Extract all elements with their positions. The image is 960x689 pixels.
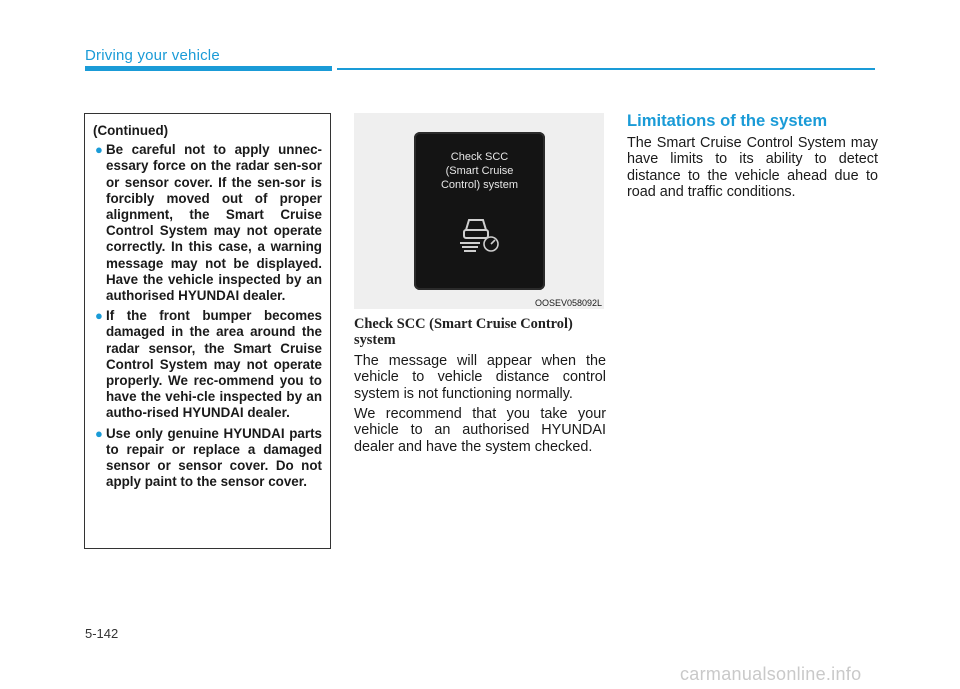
limitations-paragraph: The Smart Cruise Control System may have limits to its ability to detect distance to the vehicle ahead due to road and traffic conditions. <box>627 135 878 201</box>
check-scc-paragraph-2: We recommend that you take your vehicle to an authorised HYUNDAI dealer and have the system checked. <box>354 406 606 455</box>
caution-bullet-text: Use only genuine HYUNDAI parts to repair or replace a damaged sensor or sensor cover. Do not apply paint to the sensor cover. <box>106 425 322 490</box>
watermark: carmanualsonline.info <box>680 664 862 684</box>
display-line: (Smart Cruise <box>445 165 514 177</box>
caution-bullet <box>93 142 322 304</box>
limitations-heading: Limitations of the system <box>627 111 828 130</box>
section-title: Driving your vehicle <box>85 47 220 64</box>
header-rule-thick <box>85 66 332 71</box>
check-scc-heading: Check SCC (Smart Cruise Control) system <box>354 316 573 348</box>
bullet-dot-icon: ● <box>95 425 103 441</box>
display-line: Control) system <box>440 179 519 191</box>
caution-bullet-text: Be careful not to apply unnec-essary force on the radar sen-sor or sensor cover. If the sen-sor is forcibly moved out of proper alignment, the Smart Cruise Control System may not operate correctly. In this case, a warning message may not be displayed. Have the vehicle inspected by an authorised HYUNDAI dealer. <box>106 142 322 304</box>
scc-warning-icon <box>458 214 502 254</box>
cluster-figure <box>354 113 604 309</box>
continued-label: (Continued) <box>93 123 169 138</box>
caution-bullet <box>93 308 322 421</box>
check-scc-paragraph-1: The message will appear when the vehicle to vehicle distance control system is not functioning normally. <box>354 353 606 402</box>
bullet-dot-icon: ● <box>95 308 103 324</box>
display-line: Check SCC <box>450 151 509 163</box>
page-number: 5-142 <box>85 626 119 641</box>
caution-bullet <box>93 426 322 491</box>
bullet-dot-icon: ● <box>95 142 103 158</box>
caution-box <box>84 113 331 549</box>
display-message <box>414 150 545 192</box>
cluster-display <box>414 132 545 290</box>
header-rule-thin <box>337 68 875 70</box>
caution-bullet-text: If the front bumper becomes damaged in the area around the radar sensor, the Smart Cruise Control System may not operate properly. We rec-ommend you to have the vehi-cle inspected by an autho-rised HYUNDAI dealer. <box>106 308 322 421</box>
figure-code: OOSEV058092L <box>534 298 602 308</box>
